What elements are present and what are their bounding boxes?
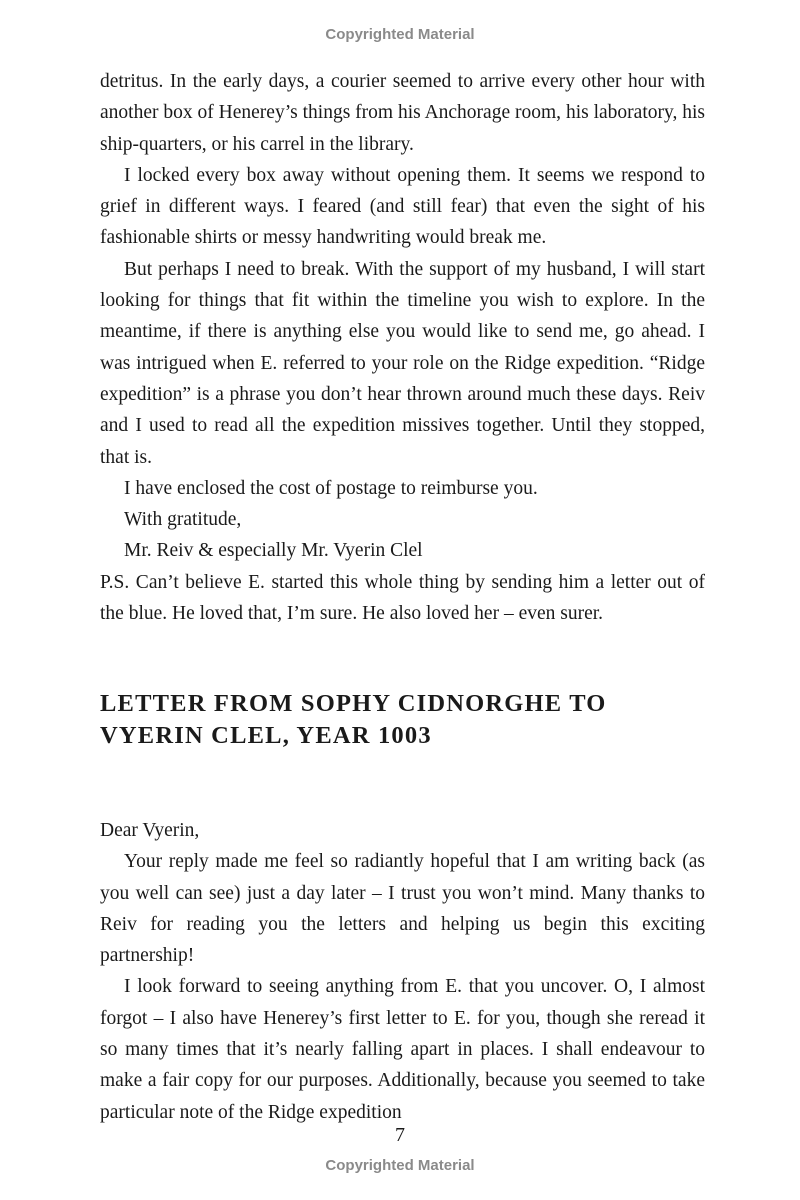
- postscript: P.S. Can’t believe E. started this whole thing by sending him a letter out of the blue. He loved that, I’m sure. He also loved her – even surer.: [100, 571, 705, 625]
- new-letter: [100, 815, 705, 1128]
- letter-heading-line-2: VYERIN CLEL, YEAR 1003: [100, 722, 432, 749]
- copyright-watermark-top: Copyrighted Material: [325, 26, 475, 43]
- paragraph: I look forward to seeing anything from E. that you uncover. O, I almost forgot – I also have Henerey’s first letter to E. for you, though she reread it so many times that it’s nearly falling apart in places. I shall endeavour to make a fair copy for our purposes. Additionally, because you seemed to take particular note of the Ridge expedition: [100, 976, 705, 1123]
- letter-heading-line-1: LETTER FROM SOPHY CIDNORGHE TO: [100, 690, 607, 717]
- copyright-watermark-bottom: Copyrighted Material: [325, 1157, 475, 1174]
- paragraph: Your reply made me feel so radiantly hopeful that I am writing back (as you well can see) just a day later – I trust you won’t mind. Many thanks to Reiv for reading you the letters and helping us begin this exciting partnership!: [100, 851, 705, 967]
- paragraph: But perhaps I need to break. With the support of my husband, I will start looking for things that fit within the timeline you wish to explore. In the meantime, if there is anything else you would like to send me, go ahead. I was intrigued when E. referred to your role on the Ridge expedition. “Ridge expedition” is a phrase you don’t hear thrown around much these days. Reiv and I used to read all the expedition missives together. Until they stopped, that is.: [100, 258, 705, 468]
- paragraph: I locked every box away without opening them. It seems we respond to grief in different ways. I feared (and still fear) that even the sight of his fashionable shirts or messy handwriting would break me.: [100, 164, 705, 249]
- continued-letter: [100, 66, 705, 629]
- letter-heading: [100, 688, 705, 752]
- paragraph: I have enclosed the cost of postage to reimburse you.: [124, 477, 538, 499]
- paragraph: detritus. In the early days, a courier seemed to arrive every other hour with another box of Henerey’s things from his Anchorage room, his laboratory, his ship-quarters, or his carrel in the library.: [100, 71, 705, 155]
- salutation: Dear Vyerin,: [100, 820, 200, 841]
- page-number: 7: [395, 1124, 405, 1146]
- closing: With gratitude,: [124, 509, 242, 531]
- signature: Mr. Reiv & especially Mr. Vyerin Clel: [124, 540, 423, 562]
